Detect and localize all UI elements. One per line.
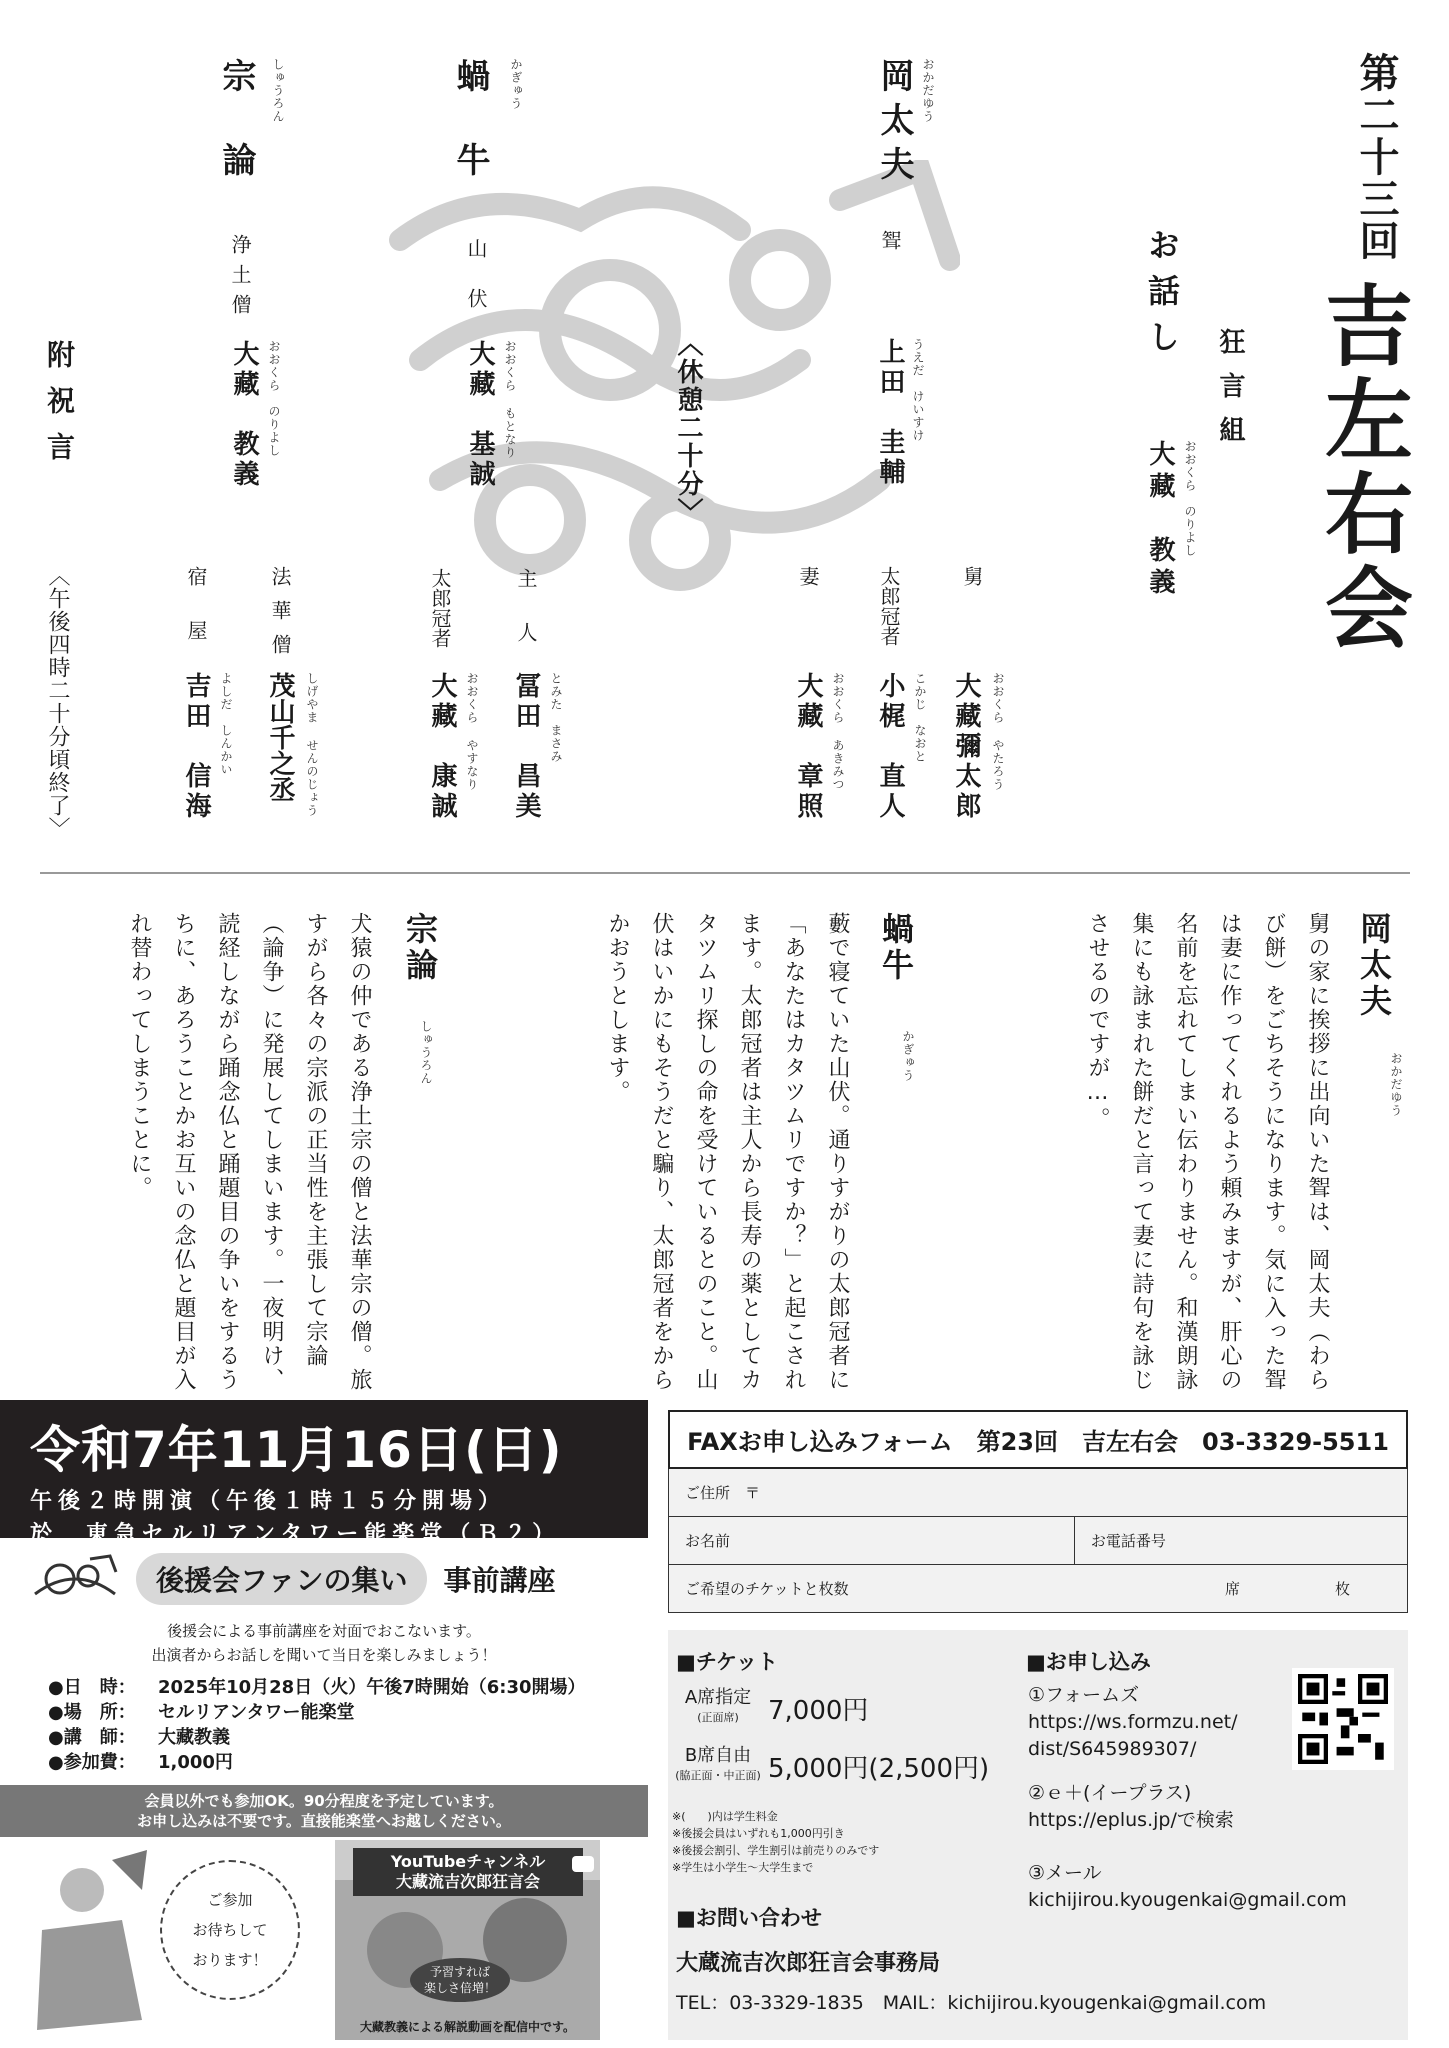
play1-role-muko: 聟: [878, 230, 902, 256]
play2-ruby-yamabushi: おおくら もとなり: [503, 340, 517, 459]
ticket-a-label: A席指定: [684, 1687, 752, 1708]
lecture-section: [0, 1545, 648, 1837]
name-label: お名前: [685, 1532, 731, 1550]
date-box: [0, 1400, 648, 1547]
mail-label: ③メール: [1028, 1862, 1102, 1884]
break-label: 〈休憩二十分〉: [673, 330, 703, 526]
info-panel: [668, 1630, 1408, 2040]
ticket-b: [668, 1746, 989, 1786]
desc1-text: 舅の家に挨拶に出向いた聟は、岡太夫（わらび餅）をごちそうになります。気に入った聟は妻に作ってくれるよう頼みますが、肝心の名前を忘れてしまい伝わりません。和漢朗詠集にも詠まれた餅だと言って妻に詩句を詠じさせるのですが…。: [1085, 912, 1330, 1392]
desc3-ruby: しゅうろん: [419, 1020, 433, 1085]
forms-label: ①フォームズ: [1028, 1684, 1140, 1706]
play1-ruby-taro: こかじ なおと: [913, 672, 927, 763]
event-time: 午後２時開演（午後１時１５分開場）: [30, 1489, 507, 1514]
play2-ruby-shujin: とみた まさみ: [549, 672, 563, 763]
greeting-line: ご参加: [207, 1891, 253, 1909]
lecture-pill: 後援会ファンの集い: [136, 1553, 427, 1605]
detail-lecturer: 大藏教義: [158, 1727, 230, 1748]
play1-role-shuto: 舅: [960, 566, 984, 592]
play1-ruby-tsuma: おおくら あきみつ: [831, 672, 845, 791]
ticket-note: ※後援会割引、学生割引は前売りのみです: [672, 1844, 880, 1857]
ticket-b-label: B席自由: [684, 1745, 752, 1766]
lecture-heading: 事前講座: [443, 1564, 556, 1597]
play3-ruby-jodo: おおくら のりよし: [267, 340, 281, 457]
phone-field[interactable]: [1075, 1517, 1407, 1564]
lion-mask-illustration: [360, 160, 960, 600]
name-field[interactable]: [669, 1517, 1075, 1564]
desc3-text: 犬猿の仲である浄土宗の僧と法華宗の僧。旅すがら各々の宗派の正当性を主張して宗論（論争）に発展してしまいます。一夜明け、読経しながら踊念仏と踊題目の争いをするうちに、あろうことかお互いの念仏と題目が入れ替わってしまうことに。: [127, 912, 372, 1392]
play3-ruby-yadoya: よしだ しんかい: [219, 672, 233, 776]
ticket-note: ※後援会員はいずれも1,000円引き: [672, 1827, 845, 1840]
event-venue: 於 東急セルリアンタワー能楽堂（Ｂ２）: [30, 1522, 561, 1547]
performer-photo: [22, 1850, 152, 2040]
play3-role-yadoya: 宿屋: [184, 566, 208, 674]
seat-label: 席: [1225, 1580, 1241, 1598]
end-time: 〈午後四時二十分頃終了〉: [45, 564, 70, 840]
play1-actor-muko: 上田 圭輔: [875, 338, 905, 488]
youtube-bubble: [410, 1958, 510, 2002]
play3-actor-hokke: 茂山千之丞: [265, 672, 295, 802]
greeting-line: お待ちして: [192, 1921, 268, 1939]
play1-ruby: おかだゆう: [921, 58, 935, 123]
ohanashi-ruby: おおくら のりよし: [1183, 440, 1197, 557]
apply-eplus: [1028, 1780, 1234, 1834]
qr-code[interactable]: [1292, 1668, 1394, 1770]
address-label: ご住所 〒: [685, 1484, 761, 1502]
play1-title: 岡太夫: [874, 58, 914, 190]
play3-ruby-hokke: しげやま せんのじょう: [305, 672, 319, 817]
detail-fee: 1,000円: [158, 1752, 233, 1773]
apply-heading: ■お申し込み: [1026, 1650, 1151, 1674]
lecture-intro-2: 出演者からお話しを聞いて当日を楽しみましょう！: [151, 1646, 497, 1664]
play2-ruby-taro: おおくら やすなり: [465, 672, 479, 791]
apply-mail: [1028, 1860, 1347, 1914]
desc2-ruby: かぎゅう: [901, 1030, 915, 1082]
bubble-line: 予習すれば: [429, 1965, 490, 1979]
kumi-label: 狂言組: [1215, 328, 1245, 460]
ticket-field[interactable]: [668, 1565, 1408, 1613]
play2-ruby: かぎゅう: [509, 58, 523, 110]
ohanashi-performer: 大藏 教義: [1145, 440, 1175, 600]
apply-forms: [1028, 1682, 1238, 1763]
greeting-line: おります！: [192, 1951, 268, 1969]
ticket-a-sub: (正面席): [697, 1711, 739, 1724]
play2-actor-shujin: 冨田 昌美: [511, 672, 541, 822]
event-title: 吉左右会: [1311, 280, 1414, 656]
detail-date: 2025年10月28日（火）午後7時開始（6:30開場）: [158, 1677, 586, 1698]
ticket-label: ご希望のチケットと枚数: [685, 1580, 849, 1598]
lecture-intro-1: 後援会による事前講座を対面でおこないます。: [167, 1622, 481, 1640]
greeting-bubble: [160, 1860, 300, 2000]
divider: [40, 872, 1410, 874]
detail-place: セルリアンタワー能楽堂: [158, 1702, 355, 1723]
bubble-line: 楽しさ倍増！: [423, 1981, 496, 1995]
eplus-label: ②ｅ＋(イープラス): [1028, 1782, 1192, 1804]
play2-actor-taro: 大藏 康誠: [427, 672, 457, 822]
fax-form-title: FAXお申し込みフォーム 第23回 吉左右会 03-3329-5511: [668, 1410, 1408, 1469]
forms-url[interactable]: https://ws.formzu.net/: [1028, 1711, 1238, 1733]
play1-role-tsuma: 妻: [796, 566, 820, 592]
lion-mask-icon: [30, 1554, 120, 1604]
event-date: 令和7年11月16日(日): [30, 1421, 563, 1479]
play1-ruby-muko: うえだ けいすけ: [911, 338, 925, 442]
contact-tel-mail: TEL：03-3329-1835 MAIL：kichijirou.kyougenkai@gmail.com: [676, 1992, 1267, 2014]
fushugen: 附祝言: [43, 340, 76, 478]
play3-role-hokke: 法華僧: [268, 566, 292, 668]
desc2-text: 藪で寝ていた山伏。通りすがりの太郎冠者に「あなたはカタツムリですか？」と起こされます。太郎冠者は主人から長寿の薬としてカタツムリ探しの命を受けているとのこと。山伏はいかにもそうだと騙り、太郎冠者をからかおうとします。: [605, 912, 850, 1392]
play3-role-jodo: 浄土僧: [228, 234, 252, 324]
youtube-caption: 大藏教義による解説動画を配信中です。: [359, 2020, 576, 2034]
fax-form: [668, 1410, 1408, 1613]
ticket-a: [668, 1688, 868, 1728]
detail-key: ●日 時：: [48, 1677, 136, 1698]
forms-url[interactable]: dist/S645989307/: [1028, 1738, 1197, 1760]
youtube-channel-label: YouTubeチャンネル: [390, 1852, 546, 1871]
play3-title: 宗論: [216, 58, 256, 226]
ticket-b-price: 5,000円(2,500円): [768, 1753, 990, 1784]
play2-role-taro: 太郎冠者: [428, 568, 452, 648]
contact-org: 大蔵流吉次郎狂言会事務局: [676, 1951, 941, 1976]
eplus-link[interactable]: https://eplus.jp/で検索: [1028, 1809, 1234, 1831]
edition: 第二十三回: [1353, 52, 1399, 262]
play1-actor-taro: 小梶 直人: [875, 672, 905, 822]
mail-link[interactable]: kichijirou.kyougenkai@gmail.com: [1028, 1889, 1347, 1911]
lecture-note: [0, 1785, 648, 1837]
ticket-b-sub: (脇正面・中正面): [675, 1769, 761, 1782]
youtube-banner[interactable]: [335, 1840, 600, 2040]
desc1-title: 岡太夫: [1355, 912, 1393, 1020]
count-label: 枚: [1335, 1580, 1351, 1598]
detail-key: ●参加費：: [48, 1752, 136, 1773]
youtube-play-icon: [572, 1856, 594, 1872]
desc2-title: 蝸牛: [877, 912, 915, 984]
play3-actor-yadoya: 吉田 信海: [181, 672, 211, 822]
play1-role-taro: 太郎冠者: [877, 566, 901, 646]
desc3-title: 宗論: [401, 912, 439, 984]
play3-ruby: しゅうろん: [271, 58, 285, 123]
ohanashi-title: お話し: [1143, 228, 1181, 366]
play2-role-shujin: 主人: [514, 568, 538, 676]
contact-heading: ■お問い合わせ: [676, 1906, 822, 1930]
play1-actor-shuto: 大藏彌太郎: [951, 672, 981, 822]
play2-actor-yamabushi: 大藏 基誠: [465, 340, 495, 490]
desc1-ruby: おかだゆう: [1389, 1052, 1403, 1117]
lecture-note-2: お申し込みは不要です。直接能楽堂へお越しください。: [137, 1812, 511, 1830]
play3-actor-jodo: 大藏 教義: [229, 340, 259, 490]
ticket-a-price: 7,000円: [768, 1695, 869, 1726]
play2-role-yamabushi: 山伏: [464, 238, 488, 338]
play1-actor-tsuma: 大藏 章照: [793, 672, 823, 822]
detail-key: ●講 師：: [48, 1727, 136, 1748]
phone-label: お電話番号: [1090, 1532, 1166, 1550]
youtube-channel-name: 大藏流吉次郎狂言会: [395, 1872, 540, 1891]
ticket-note: ※( )内は学生料金: [672, 1810, 778, 1823]
address-field[interactable]: [668, 1469, 1408, 1517]
ticket-note: ※学生は小学生〜大学生まで: [672, 1861, 814, 1874]
play2-title: 蝸牛: [450, 58, 490, 226]
play1-ruby-shuto: おおくら やたろう: [991, 672, 1005, 791]
name-phone-row: [668, 1517, 1408, 1565]
detail-key: ●場 所：: [48, 1702, 136, 1723]
lecture-note-1: 会員以外でも参加OK。90分程度を予定しています。: [144, 1792, 504, 1810]
ticket-notes: [672, 1808, 879, 1876]
tickets-heading: ■チケット: [676, 1650, 778, 1674]
youtube-label: [353, 1848, 583, 1896]
lecture-details: [48, 1675, 648, 1775]
